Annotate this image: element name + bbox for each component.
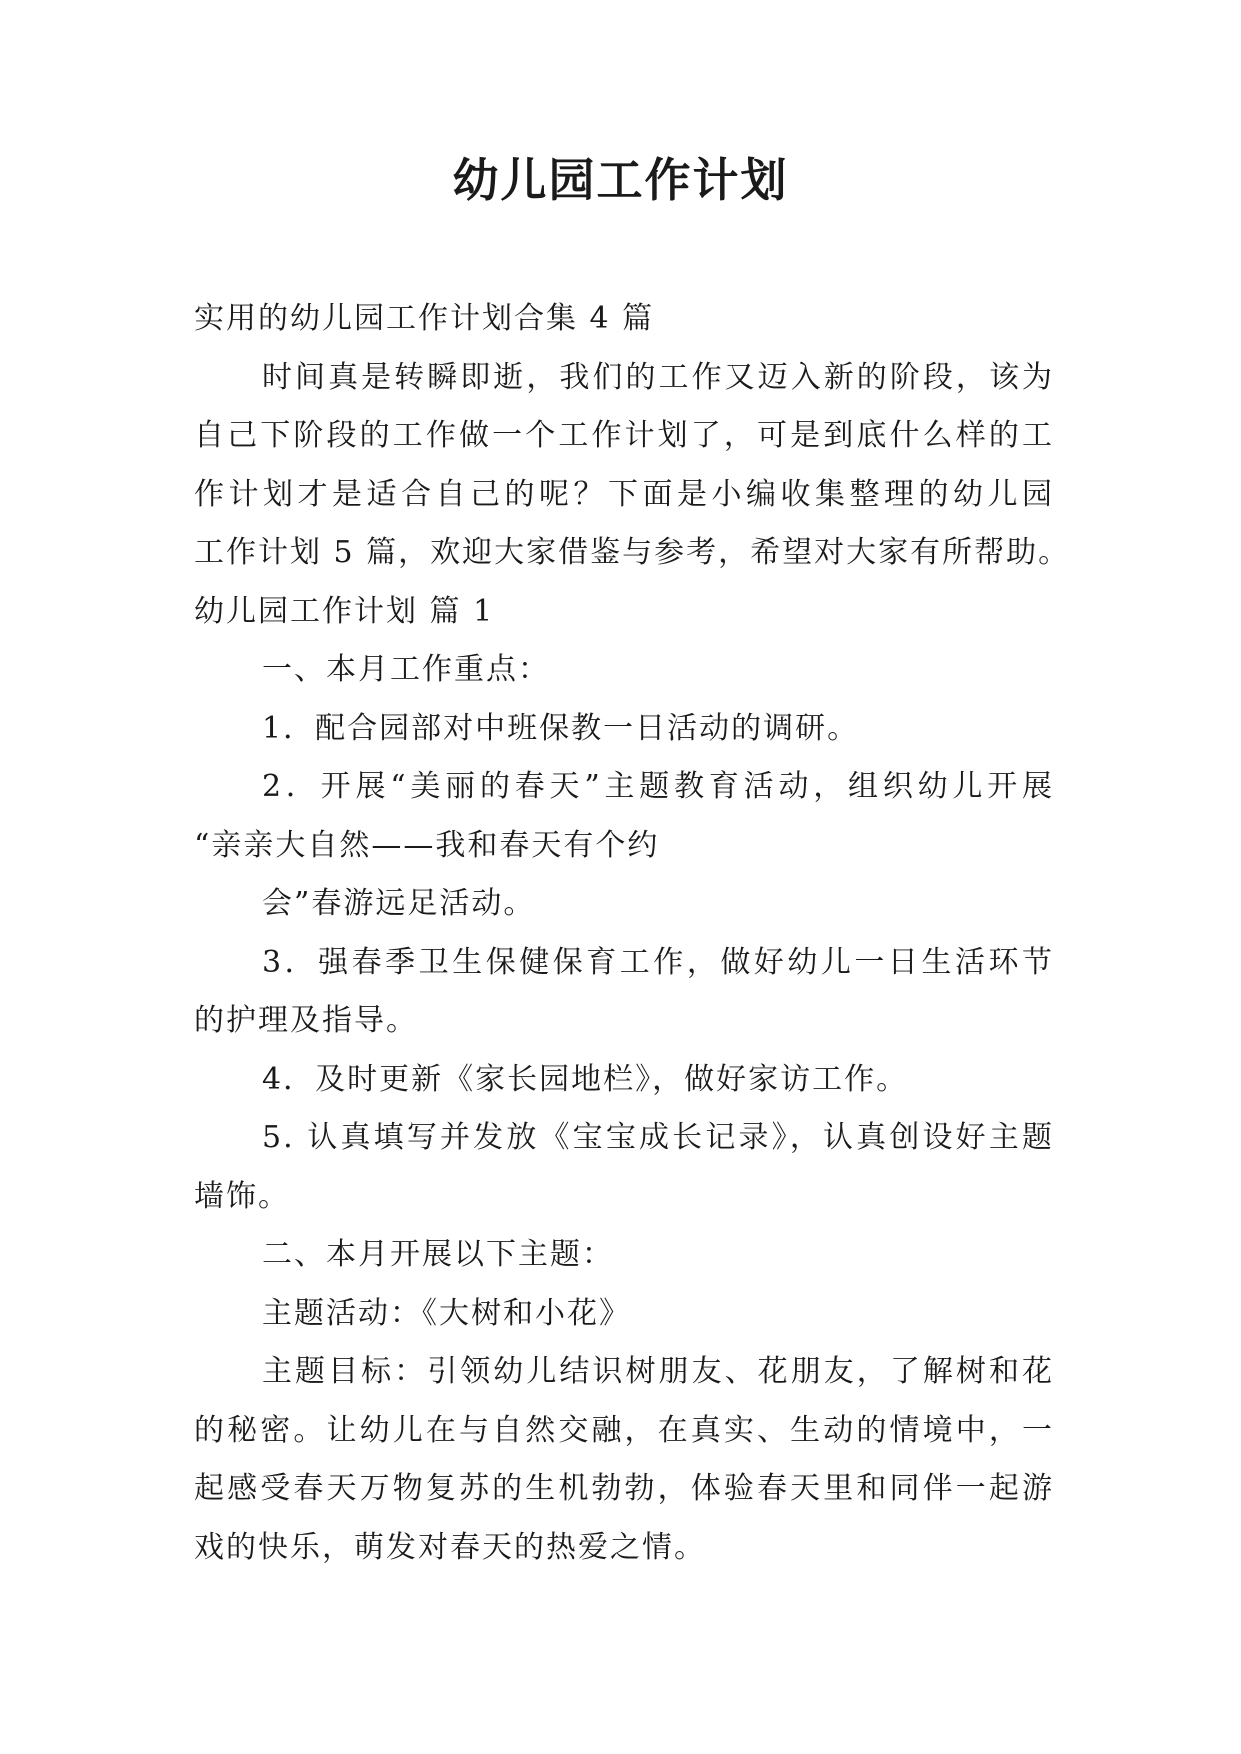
focus-item-5-line-2: 墙饰。: [194, 1178, 290, 1214]
focus-item-4: 4．及时更新《家长园地栏》，做好家访工作。: [262, 1061, 909, 1097]
focus-heading: 一、本月工作重点：: [262, 652, 550, 687]
section-heading: 幼儿园工作计划 篇 1: [194, 593, 495, 629]
document-body: [194, 290, 1071, 1577]
focus-item-2-line-2: “亲亲大自然——我和春天有个约: [194, 827, 660, 863]
intro-paragraph-line-1: 时间真是转瞬即逝，我们的工作又迈入新的阶段，该为: [262, 359, 1054, 395]
theme-goal-line-2: 的秘密。让幼儿在与自然交融，在真实、生动的情境中，一: [194, 1412, 1054, 1448]
intro-paragraph-line-3: 作计划才是适合自己的呢？下面是小编收集整理的幼儿园: [194, 476, 1054, 512]
theme-activity: 主题活动：《大树和小花》: [262, 1295, 631, 1331]
intro-paragraph-line-4: 工作计划 5 篇，欢迎大家借鉴与参考，希望对大家有所帮助。: [194, 535, 1071, 570]
focus-item-2-line-1: 2．开展“美丽的春天”主题教育活动，组织幼儿开展: [262, 769, 1054, 804]
document-title: 幼儿园工作计划: [452, 153, 789, 207]
intro-paragraph-line-2: 自己下阶段的工作做一个工作计划了，可是到底什么样的工: [194, 418, 1054, 453]
theme-goal-line-4: 戏的快乐，萌发对春天的热爱之情。: [194, 1529, 706, 1565]
themes-heading: 二、本月开展以下主题：: [262, 1237, 614, 1272]
theme-goal-line-3: 起感受春天万物复苏的生机勃勃，体验春天里和同伴一起游: [194, 1471, 1054, 1506]
focus-item-3-line-2: 的护理及指导。: [194, 1003, 418, 1038]
subtitle-line: 实用的幼儿园工作计划合集 4 篇: [194, 301, 655, 336]
focus-item-5-line-1: 5. 认真填写并发放《宝宝成长记录》，认真创设好主题: [262, 1120, 1054, 1155]
focus-item-2-line-3: 会”春游远足活动。: [262, 886, 536, 921]
focus-item-3-line-1: 3．强春季卫生保健保育工作，做好幼儿一日生活环节: [262, 944, 1054, 980]
focus-item-1: 1．配合园部对中班保教一日活动的调研。: [262, 710, 860, 746]
theme-goal-line-1: 主题目标：引领幼儿结识树朋友、花朋友，了解树和花: [262, 1354, 1054, 1389]
